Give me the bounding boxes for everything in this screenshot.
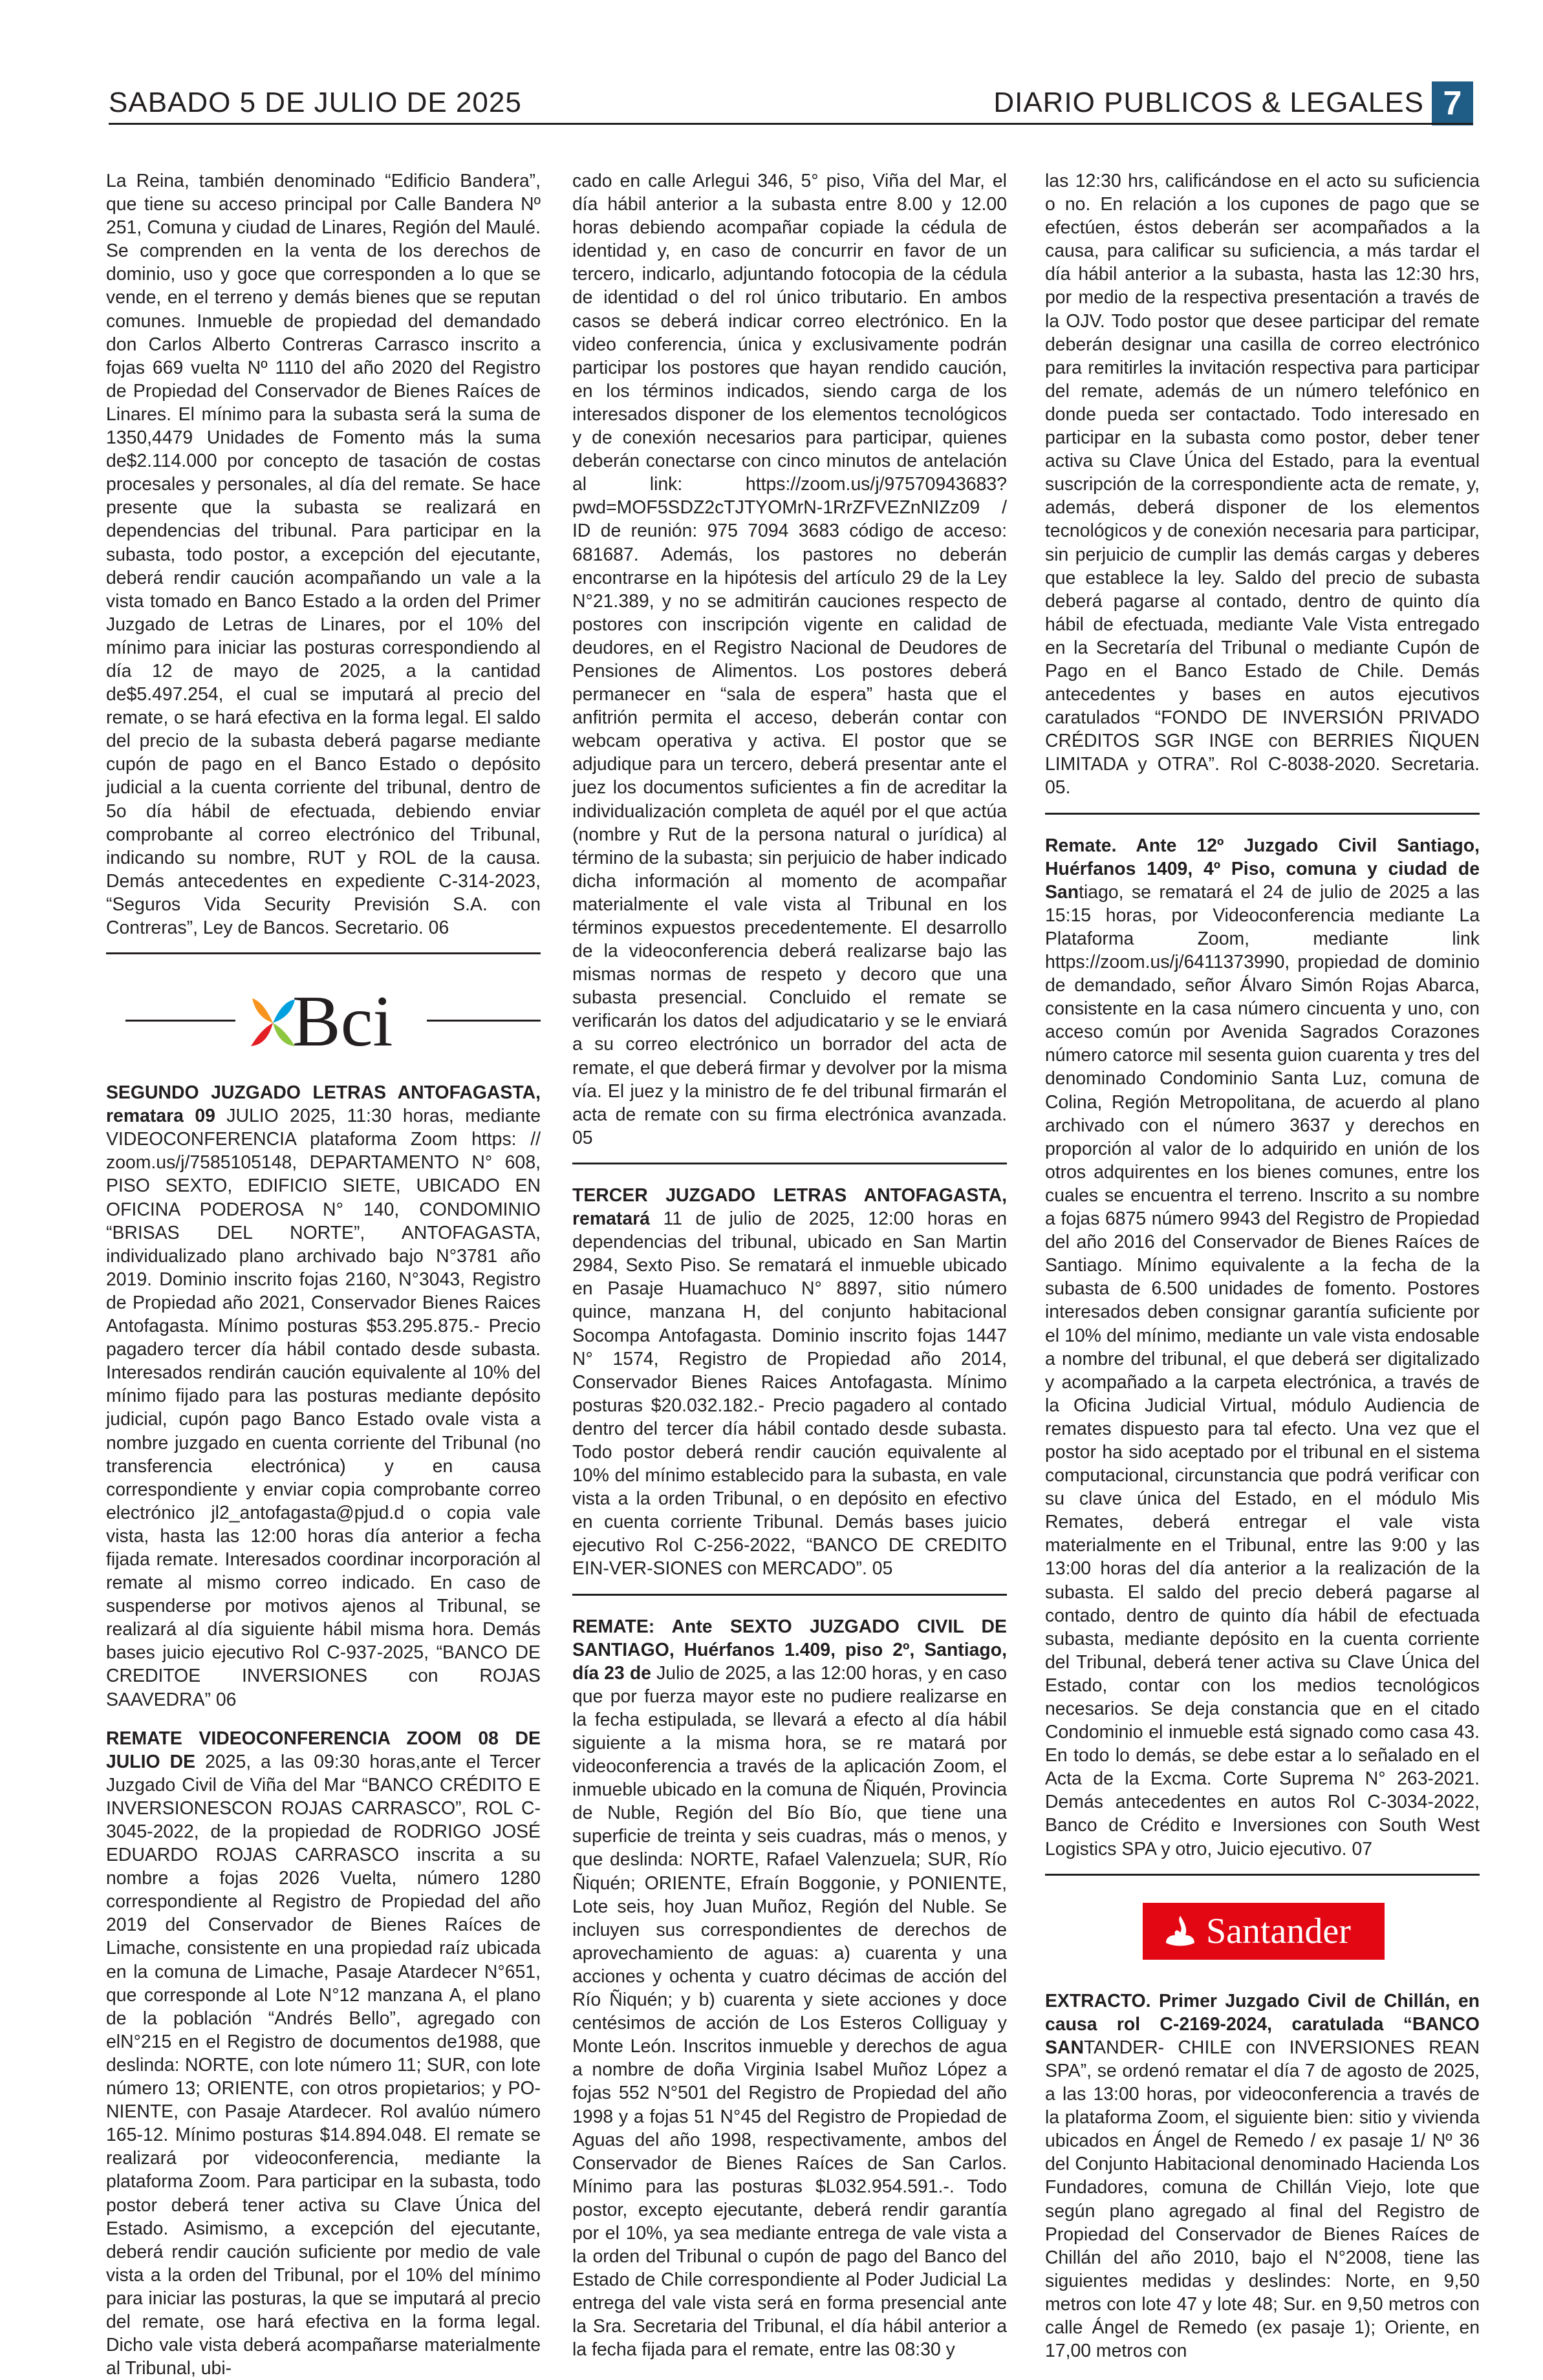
notice-remate-vina (106, 1727, 541, 2380)
notice-divider (572, 1594, 1007, 1596)
notice-divider (106, 952, 541, 954)
page-header (109, 84, 1473, 124)
notice-vina-continued: cado en calle Arlegui 346, 5° piso, Viña del Mar, el día hábil anterior a la subasta entre 8.00 y 12.00 horas debiendo acompañar copiade la cédula de identidad y, en caso de concurrir en favor de un tercero, indicarlo, adjuntando fotocopia de la cédula de identidad o del rol único tributario. En ambos casos se deberá indicar correo electrónico. En la video conferencia, única y exclusivamente podrán participar los postores que hayan rendido caución, en los términos indicados, siendo carga de los interesados disponer de los elementos tecnológicos y de conexión necesarios para participar, quienes deberán conectarse con cinco minutos de antelación al link: https://zoom.us/j/97570943683?pwd=MOF5SDZ2cTJTYOMrN-1RrZFVEZnNIZz09 / ID de reunión: 975 7094 3683 código de acceso: 681687. Además, los pastores no deberán encontrarse en la hipótesis del artículo 29 de la Ley N°21.389, y no se admitirán cauciones respecto de postores con inscripción vigente en calidad de deudores, en el Registro Nacional de Deudores de Pensiones de Alimentos. Los postores deberá permanecer en “sala de espera” hasta que el anfitrión permita el acceso, deberán contar con webcam operativa y activa. El postor que se adjudique para un tercero, deberá presentar ante el juez los documentos suficientes a fin de acreditar la individualización completa de aquél por el que actúa (nombre y Rut de la persona natural o jurídica) al término de la subasta; sin perjuicio de haber indicado dicha información al momento de acompañar materialmente el vale vista al Tribunal en los términos expuestos precedentemente. El desarrollo de la videoconferencia deberá realizarse bajo las mismas normas de respeto y decoro que una subasta presencial. Concluido el remate se verificarán los datos del adjudicatario y se le enviará a su correo electrónico un borrador del acta de remate, el que deberá firmar y devolver por la misma vía. El juez y la ministro de fe del tribunal firmarán el acta de remate con su firma electrónica avanzada. 05 (572, 171, 1007, 1148)
notice-divider (1045, 1874, 1480, 1876)
notice-body: 2025, a las 09:30 horas,ante el Tercer Juzgado Civil de Viña del Mar “BANCO CRÉDITO E INVERSIONESCON ROJAS CARRASCO”, ROL C-3045-2022, de la propiedad de RODRIGO JOSÉ EDUARDO ROJAS CARRASCO inscrita a su nombre a fojas 2026 Vuelta, número 1280 correspondiente al Registro de Propiedad del año 2019 del Conservador de Bienes Raíces de Limache, consistente en una propiedad raíz ubicada en la comuna de Limache, Pasaje Atardecer N°651, que corresponde al Lote N°12 manzana A, el plano de la población “Andrés Bello”, agregado con elN°215 en el Registro de documentos de1988, que deslinda: NORTE, con lote número 11; SUR, con lote número 13; ORIENTE, con otros propietarios; y PO-NIENTE, con Pasaje Atardecer. Rol avalúo número 165-12. Mínimo posturas $14.894.048. El remate se realizará por videoconferencia, mediante la plataforma Zoom. Para participar en la subasta, todo postor deberá tener activa su Clave Única del Estado. Asimismo, a excepción del ejecutante, deberá rendir caución suficiente por medio de vale vista a la orden del Tribunal, por el 10% del mínimo para iniciar las posturas, la que se imputará al precio del remate, ose hará efectiva en la forma legal. Dicho vale vista deberá acompañarse materialmente al Tribunal, ubi- (106, 1751, 541, 2379)
notice-lead: REMATE VIDEOCONFERENCIA ZOOM 08 DE JULIO DE (106, 1728, 541, 1772)
logo-rule-left (125, 1020, 235, 1022)
column-1 (106, 169, 541, 2380)
bci-wordmark: Bci (292, 981, 393, 1062)
santander-ad (1045, 1882, 1480, 1979)
notice-divider (1045, 813, 1480, 815)
notice-tercer-juzgado-antofagasta (572, 1184, 1007, 1581)
notice-12-juzgado-santiago (1045, 834, 1480, 1861)
notice-body: tiago, se rematará el 24 de julio de 2025 a las 15:15 horas, por Videoconferencia mediante La Plataforma Zoom, mediante link https://zoom.us/j/6411373990, propiedad de dominio de demandado, señor Álvaro Simón Rojas Abarca, consistente en la casa número cincuenta y uno, con acceso común por Avenida Sagrados Corazones número catorce mil sesenta guion cuarenta y tres del denominado Condominio Santa Luz, comuna de Colina, Región Metropolitana, de acuerdo al plano archivado con el número 3637 y derechos en proporción al valor de lo adquirido en unión de los otros adquirentes en los bienes comunes, entre los cuales se encuentra el terreno. Inscrito a su nombre a fojas 6875 número 9943 del Registro de Propiedad del año 2016 del Conservador de Bienes Raíces de Santiago. Mínimo equivalente a la fecha de la subasta de 6.500 unidades de fomento. Postores interesados deben consignar garantía suficiente por el 10% del mínimo, mediante un vale vista endosable a nombre del tribunal, el que deberá ser digitalizado y acompañado a la carpeta electrónica, a través de la Oficina Judicial Virtual, módulo Audiencia de remates dispuesto para tal efecto. Una vez que el postor ha sido aceptado por el tribunal en el sistema computacional, circunstancia que podrá verificar con su clave única del Estado, en el módulo Mis Remates, deberá entregar el vale vista materialmente en el Tribunal, entre las 9:00 y las 13:00 horas del día anterior a la realización de la subasta. El saldo del precio deberá pagarse al contado, dentro de quinto día hábil de efectuada subasta, mediante depósito en la cuenta corriente del Tribunal, deberá tener activa su Clave Única del Estado, contar con los medios tecnológicos necesarios. Se deja constancia que en el citado Condominio el inmueble está signado como casa 43. En todo lo demás, se debe estar a lo señalado en el Acta de la Excma. Corte Suprema N° 263-2021. Demás antecedentes en autos Rol C-3034-2022, Banco de Crédito e Inversiones con South West Logistics SPA y otro, Juicio ejecutivo. 07 (1045, 881, 1480, 1860)
header-rule (109, 123, 1473, 125)
santander-logo (1143, 1903, 1385, 1960)
notice-divider (572, 1163, 1007, 1164)
bci-butterfly-icon (247, 987, 299, 1059)
publication-title: DIARIO PUBLICOS & LEGALES (993, 87, 1424, 118)
notice-lead: REMATE: Ante SEXTO JUZGADO CIVIL DE SANTIAGO, Huérfanos 1.409, piso 2º, Santiago, día 23 de (572, 1616, 1007, 1684)
notice-body: TANDER- CHILE con INVERSIONES REAN SPA”, se ordenó rematar el día 7 de agosto de 2025, a las 13:00 horas, por videoconferencia a través de la plataforma Zoom, el siguiente bien: sitio y vivienda ubicados en Ángel de Remedo / ex pasaje 1/ Nº 36 del Conjunto Habitacional denominado Hacienda Los Fundadores, comuna de Chillán Viejo, lote que según plano agregado al final del Registro de Propiedad del Conservador de Bienes Raíces de Chillán del año 2010, bajo el N°2008, tiene las siguientes medidas y deslindes: Norte, en 9,50 metros con lote 47 y lote 48; Sur. en 9,50 metros con calle Ángel de Remedo (ex pasaje 1); Oriente, en 17,00 metros con (1045, 2037, 1480, 2362)
santander-wordmark: Santander (1206, 1911, 1351, 1951)
page-number: 7 (1432, 81, 1473, 125)
notice-body: JULIO 2025, 11:30 horas, mediante VIDEOCONFERENCIA plataforma Zoom https: // zoom.us/j/7585105148, DEPARTAMENTO N° 608, PISO SEXTO, EDIFICIO SIETE, UBICADO EN OFICINA PODEROSA N° 140, CONDOMINIO “BRISAS DEL NORTE”, ANTOFAGASTA, individualizado plano archivado bajo N°3781 año 2019. Dominio inscrito fojas 2160, N°3043, Registro de Propiedad año 2021, Conservador Bienes Raices Antofagasta. Mínimo posturas $53.295.875.- Precio pagadero tercer día hábil contado desde subasta. Interesados rendirán caución equivalente al 10% del mínimo fijado para las posturas mediante depósito judicial, cupón pago Banco Estado ovale vista a nombre juzgado en cuenta corriente del Tribunal (no transferencia electrónica) y en causa correspondiente y enviar copia comprobante correo electrónico jl2_antofagasta@pjud.d o copia vale vista, hasta las 12:00 horas día anterior a fecha fijada remate. Interesados coordinar incorporación al remate al mismo correo indicado. En caso de suspenderse por motivos ajenos al Tribunal, se realizará al día siguiente hábil misma hora. Demás bases juicio ejecutivo Rol C-937-2025, “BANCO DE CREDITOE INVERSIONES con ROJAS SAAVEDRA” 06 (106, 1106, 541, 1710)
notice-chillan (1045, 1989, 1480, 2363)
notice-lead: EXTRACTO. Primer Juzgado Civil de Chillán, en causa rol C-2169-2024, caratulada “BANCO SAN (1045, 1990, 1480, 2058)
notice-body: Julio de 2025, a las 12:00 horas, y en caso que por fuerza mayor este no pudiere realizarse en la fecha estipulada, se llevará a efecto al día hábil siguiente a la misma hora, se re matará por videoconferencia a través de la aplicación Zoom, el inmueble ubicado en la comuna de Ñiquén, Provincia de Nuble, Región del Bío Bío, que tiene una superficie de treinta y seis cuadras, más o menos, y que deslinda: NORTE, Rafael Valenzuela; SUR, Río Ñiquén; ORIENTE, Efraín Boggonie, y PONIENTE, Lote seis, hoy Juan Muñoz, Región del Nuble. Se incluyen sus correspondientes de derechos de aprovechamiento de aguas: a) cuarenta y una acciones y ochenta y cuatro décimas de acción del Río Ñiquén; y b) cuarenta y siete acciones y doce centésimos de acción de Los Esteros Colliguay y Monte León. Inscritos inmueble y derechos de agua a nombre de doña Virginia Isabel Muñoz López a fojas 552 N°501 del Registro de Propiedad del año 1998 y a fojas 51 N°45 del Registro de Propiedad de Aguas del año 1998, respectivamente, ambos del Conservador de Bienes Raíces de San Carlos. Mínimo para las posturas $L032.954.591.-. Todo postor, excepto ejecutante, deberá rendir garantía por el 10%, ya sea mediante entrega de vale vista a la orden del Tribunal o cupón de pago del Banco del Estado de Chile correspondiente al Poder Judicial La entrega del vale vista será en forma presencial ante la Sra. Secretaria del Tribunal, el día hábil anterior a la fecha fijada para el remate, entre las 08:30 y (572, 1662, 1007, 2361)
santander-flame-icon (1162, 1913, 1198, 1949)
bci-logo (247, 981, 415, 1062)
notice-sexto-continued: las 12:30 hrs, calificándose en el acto su suficiencia o no. En relación a los cupones de pago que se efectúen, éstos deberán ser acompañados a la causa, para calificar su suficiencia, a más tardar el día hábil anterior a la subasta, hasta las 12:30 hrs, por medio de la respectiva presentación a través de la OJV. Todo postor que desee participar del remate deberán designar una casilla de correo electrónico para remitirles la invitación respectiva para participar del remate, además de un número telefónico en donde pueda ser contactado. Todo interesado en participar en la subasta como postor, deber tener activa su Clave Única del Estado, para la eventual suscripción de la correspondiente acta de remate, y, además, deberá disponer de los elementos tecnológicos y de conexión necesaria para participar, sin perjuicio de cumplir las demás cargas y deberes que establece la ley. Saldo del precio de subasta deberá pagarse al contado, dentro de quinto día hábil de efectuada, mediante Vale Vista entregado en la Secretaría del Tribunal o mediante Cupón de Pago en el Banco Estado de Chile. Demás antecedentes y bases en autos ejecutivos caratulados “FONDO DE INVERSIÓN PRIVADO CRÉDITOS SGR INGE con BERRIES ÑIQUEN LIMITADA y OTRA”. Rol C-8038-2020. Secretaria. 05. (1045, 171, 1480, 799)
notice-linares: La Reina, también denominado “Edificio Bandera”, que tiene su acceso principal por Calle Bandera Nº 251, Comuna y ciudad de Linares, Región del Maulé. Se comprenden en la venta de los derechos de dominio, uso y goce que corresponden a lo que se vende, en el terreno y demás bienes que se reputan comunes. Inmueble de propiedad del demandado don Carlos Alberto Contreras Carrasco inscrito a fojas 669 vuelta Nº 1110 del año 2020 del Registro de Propiedad del Conservador de Bienes Raíces de Linares. El mínimo para la subasta será la suma de 1350,4479 Unidades de Fomento más la suma de$2.114.000 por concepto de tasación de costas procesales y personales, al día del remate. Se hace presente que la subasta se realizará en dependencias del tribunal. Para participar en la subasta, todo postor, a excepción del ejecutante, deberá rendir caución acompañando un vale a la vista tomado en Banco Estado a la orden del Primer Juzgado de Letras de Linares, por el 10% del mínimo para iniciar las posturas correspondiendo al día 12 de mayo de 2025, a la cantidad de$5.497.254, el cual se imputará al precio del remate, o se hará efectiva en la forma legal. El saldo del precio de la subasta deberá pagarse mediante cupón de pago en el Banco Estado o depósito judicial a la cuenta corriente del tribunal, dentro de 5o día hábil de efectuada, debiendo enviar comprobante al correo electrónico del Tribunal, indicando su nombre, RUT y ROL de la causa. Demás antecedentes en expediente C-314-2023, “Seguros Vida Security Previsión S.A. con Contreras”, Ley de Bancos. Secretario. 06 (106, 171, 541, 938)
notice-lead: SEGUNDO JUZGADO LETRAS ANTOFAGASTA, rematara 09 (106, 1082, 541, 1127)
notice-lead: Remate. Ante 12º Juzgado Civil Santiago, Huérfanos 1409, 4º Piso, comuna y ciudad de San (1045, 835, 1480, 903)
bci-ad (106, 974, 541, 1071)
notice-sexto-juzgado-santiago (572, 1615, 1007, 2362)
column-2 (572, 169, 1007, 2362)
notice-body: 11 de julio de 2025, 12:00 horas en dependencias del tribunal, ubicado en San Martin 2984, Sexto Piso. Se rematará el inmueble ubicado en Pasaje Huamachuco N° 8897, sitio número quince, manzana H, del conjunto habitacional Socompa Antofagasta. Dominio inscrito fojas 1447 N° 1574, Registro de Propiedad año 2014, Conservador Bienes Raices Antofagasta. Mínimo posturas $20.032.182.- Precio pagadero al contado dentro del tercer día hábil contado desde subasta. Todo postor deberá rendir caución equivalente al 10% del mínimo establecido para la subasta, en vale vista a la orden Tribunal, o en depósito en efectivo en cuenta corriente Tribunal. Demás bases juicio ejecutivo Rol C-256-2022, “BANCO DE CREDITO EIN-VER-SIONES con MERCADO”. 05 (572, 1208, 1007, 1580)
issue-date: SABADO 5 DE JULIO DE 2025 (109, 87, 522, 118)
column-3 (1045, 169, 1480, 2363)
notice-segundo-juzgado-antofagasta (106, 1081, 541, 1711)
notice-lead: TERCER JUZGADO LETRAS ANTOFAGASTA, rematará (572, 1185, 1007, 1230)
logo-rule-right (427, 1020, 541, 1022)
